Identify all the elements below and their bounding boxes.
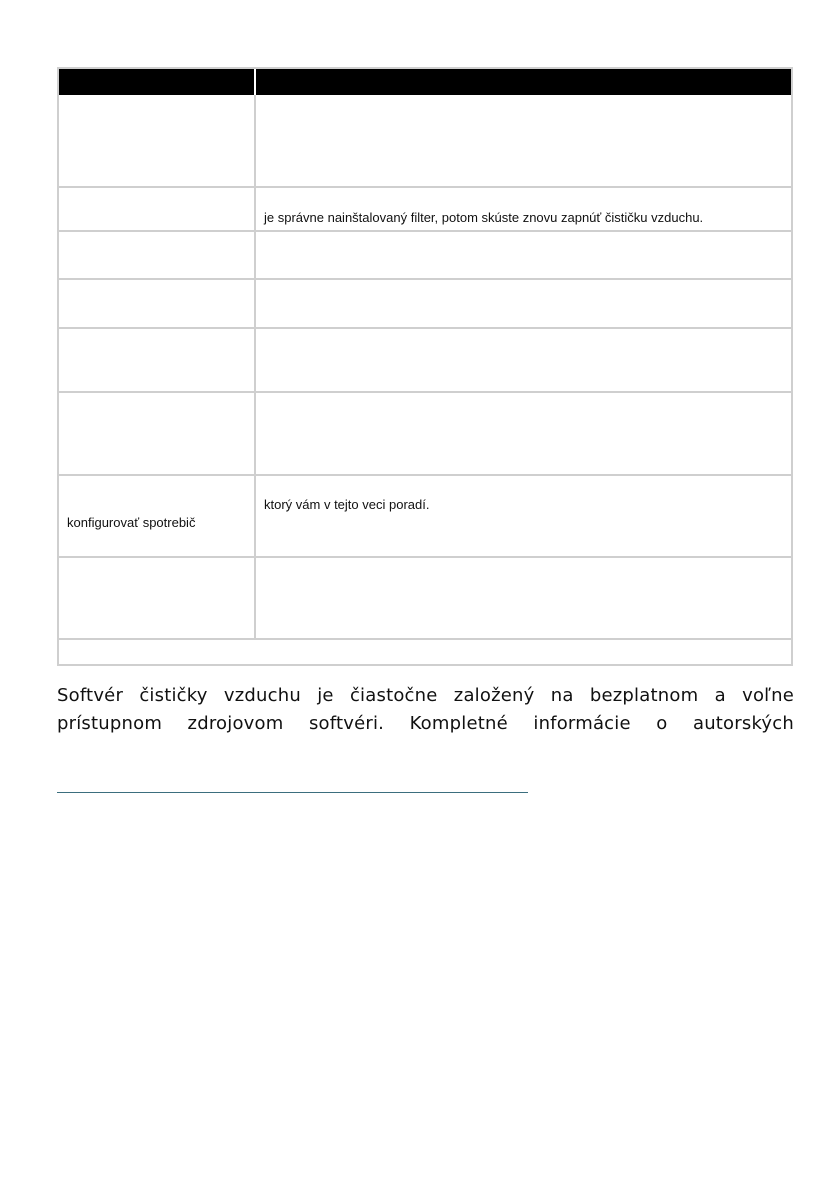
header-column-divider	[254, 69, 256, 95]
table-cell-row2-solution: je správne nainštalovaný filter, potom skúste znovu zapnúť čističku vzduchu.	[264, 210, 704, 225]
row-separator	[59, 278, 791, 280]
software-notice-paragraph	[57, 682, 794, 738]
table-cell-row7-solution: ktorý vám v tejto veci poradí.	[264, 497, 430, 512]
table-cell-row7-problem: konfigurovať spotrebič	[67, 515, 196, 530]
row-separator	[59, 474, 791, 476]
row-separator	[59, 391, 791, 393]
row-separator	[59, 638, 791, 640]
paragraph-line: prístupnom zdrojovom softvéri. Kompletné informácie o autorských	[57, 713, 794, 734]
paragraph-line: Softvér čističky vzduchu je čiastočne založený na bezplatnom a voľne	[57, 685, 794, 706]
row-separator	[59, 556, 791, 558]
row-separator	[59, 186, 791, 188]
troubleshooting-table	[57, 67, 793, 666]
row-separator	[59, 230, 791, 232]
link-underline	[57, 792, 528, 793]
row-separator	[59, 327, 791, 329]
table-header	[59, 69, 791, 95]
